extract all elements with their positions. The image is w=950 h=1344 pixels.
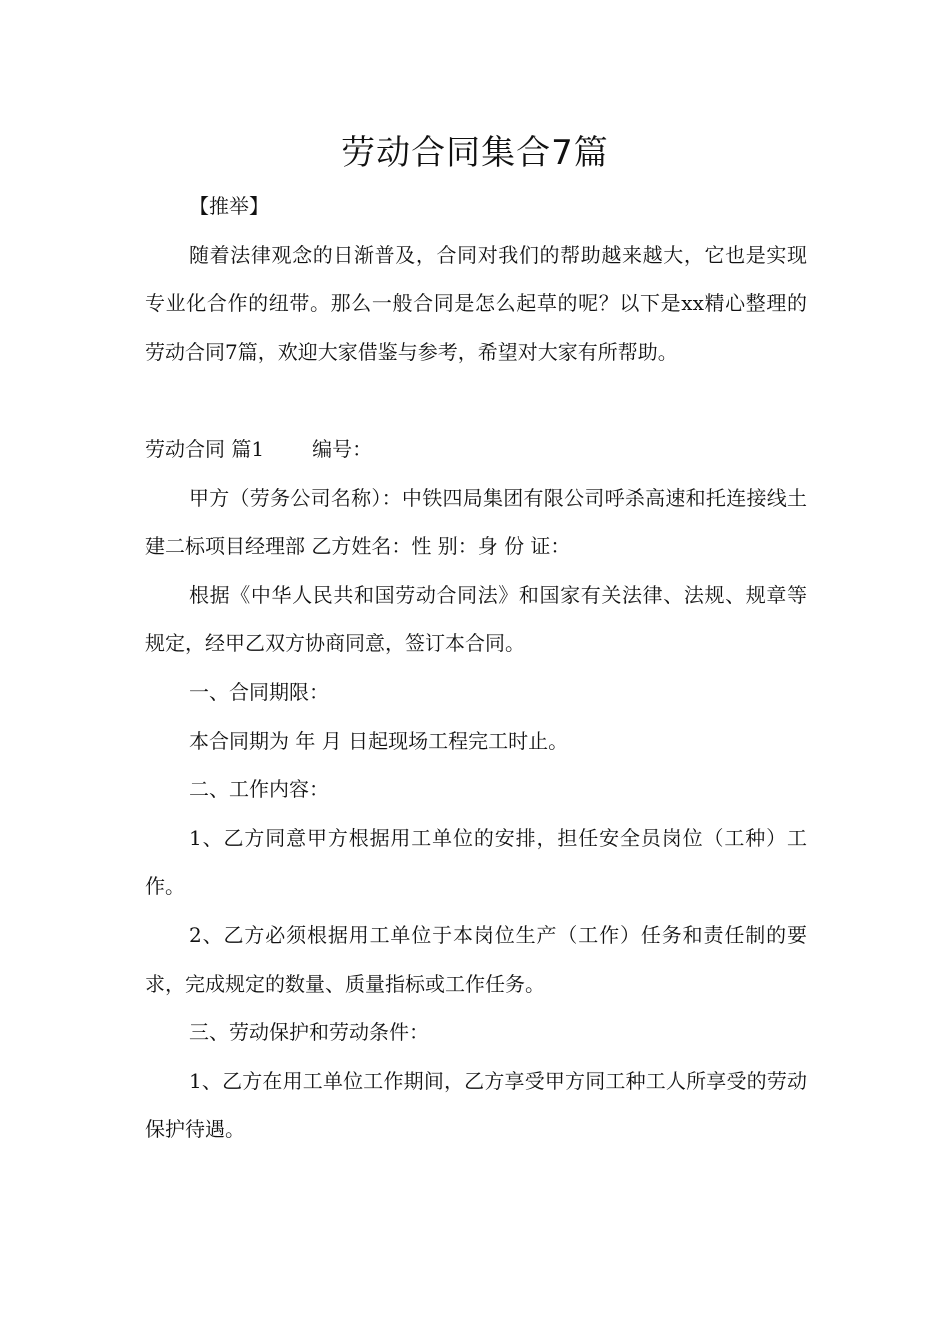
basis-paragraph: 根据《中华人民共和国劳动合同法》和国家有关法律、法规、规章等规定，经甲乙双方协商同意，签订本合同。 [145, 582, 807, 656]
document-body [145, 182, 807, 1154]
section-header [145, 425, 807, 474]
number-label: 编号： [312, 436, 373, 461]
clause-2-item-1: 1、乙方同意甲方根据用工单位的安排，担任安全员岗位（工种）工作。 [145, 825, 807, 899]
intro-paragraph: 随着法律观念的日渐普及，合同对我们的帮助越来越大，它也是实现专业化合作的纽带。那么一般合同是怎么起草的呢？以下是xx精心整理的劳动合同7篇，欢迎大家借鉴与参考，希望对大家有所帮助。 [145, 242, 807, 364]
party-a-paragraph: 甲方（劳务公司名称）：中铁四局集团有限公司呼杀高速和托连接线土建二标项目经理部 乙方姓名：性 别：身 份 证： [145, 485, 807, 559]
clause-1-text: 本合同期为 年 月 日起现场工程完工时止。 [189, 728, 569, 753]
recommend-tag: 【推举】 [189, 194, 269, 218]
clause-3-item-1: 1、乙方在用工单位工作期间，乙方享受甲方同工种工人所享受的劳动保护待遇。 [145, 1068, 807, 1142]
blank-line [145, 376, 807, 425]
clause-1-title: 一、合同期限： [189, 679, 329, 704]
clause-2-title: 二、工作内容： [189, 777, 329, 802]
section-title: 劳动合同 篇1 [145, 436, 265, 461]
clause-2-item-2: 2、乙方必须根据用工单位于本岗位生产（工作）任务和责任制的要求，完成规定的数量、质量指标或工作任务。 [145, 922, 807, 996]
clause-3-title: 三、劳动保护和劳动条件： [189, 1020, 429, 1045]
document-title: 劳动合同集合7篇 [341, 133, 609, 173]
